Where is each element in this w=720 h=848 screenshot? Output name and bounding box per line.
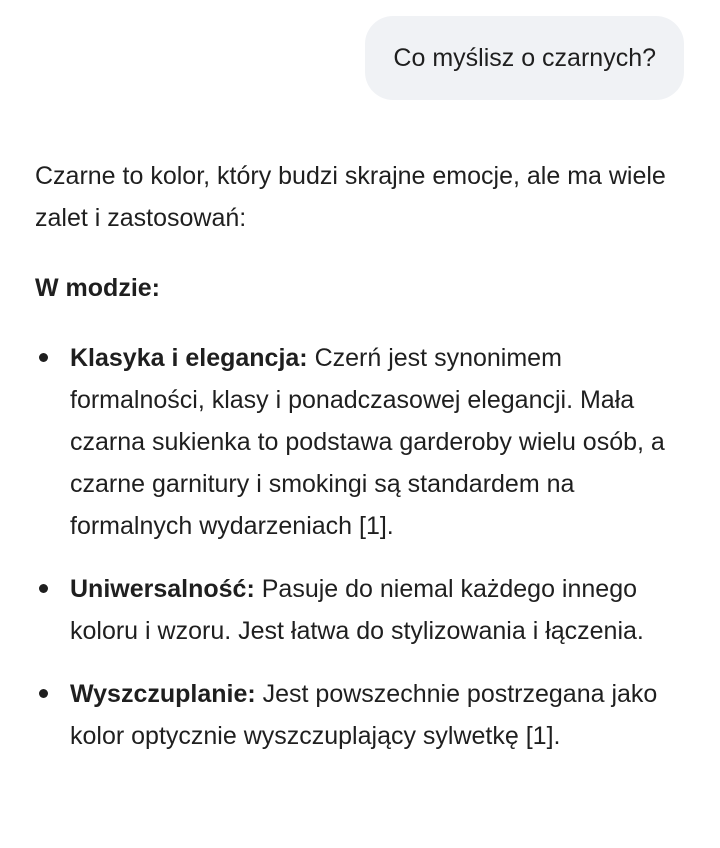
list-item bbox=[35, 673, 690, 757]
list-item-title: Uniwersalność: bbox=[70, 575, 262, 603]
list-item-title: Klasyka i elegancja: bbox=[70, 344, 315, 372]
bullet-icon bbox=[39, 353, 48, 362]
user-message-text: Co myślisz o czarnych? bbox=[393, 43, 656, 72]
bullet-icon bbox=[39, 584, 48, 593]
bullet-icon bbox=[39, 689, 48, 698]
assistant-response bbox=[35, 155, 690, 778]
response-intro: Czarne to kolor, który budzi skrajne emocje, ale ma wiele zalet i zastosowań: bbox=[35, 162, 666, 232]
bullet-list bbox=[35, 337, 690, 757]
list-item bbox=[35, 568, 690, 652]
list-item-text: Pasuje do niemal każdego innego koloru i wzoru. Jest łatwa do stylizowania i łączenia. bbox=[70, 575, 644, 645]
section-heading: W modzie: bbox=[35, 274, 160, 302]
list-item-title: Wyszczuplanie: bbox=[70, 680, 263, 708]
list-item-text: Czerń jest synonimem formalności, klasy i ponadczasowej elegancji. Mała czarna sukienka to podstawa garderoby wielu osób, a czarne garnitury i smokingi są standardem na formalnych wydarzeniach [1]. bbox=[70, 344, 665, 540]
user-message-bubble bbox=[365, 16, 684, 100]
list-item-text: Jest powszechnie postrzegana jako kolor optycznie wyszczuplający sylwetkę [1]. bbox=[70, 680, 658, 750]
list-item bbox=[35, 337, 690, 547]
